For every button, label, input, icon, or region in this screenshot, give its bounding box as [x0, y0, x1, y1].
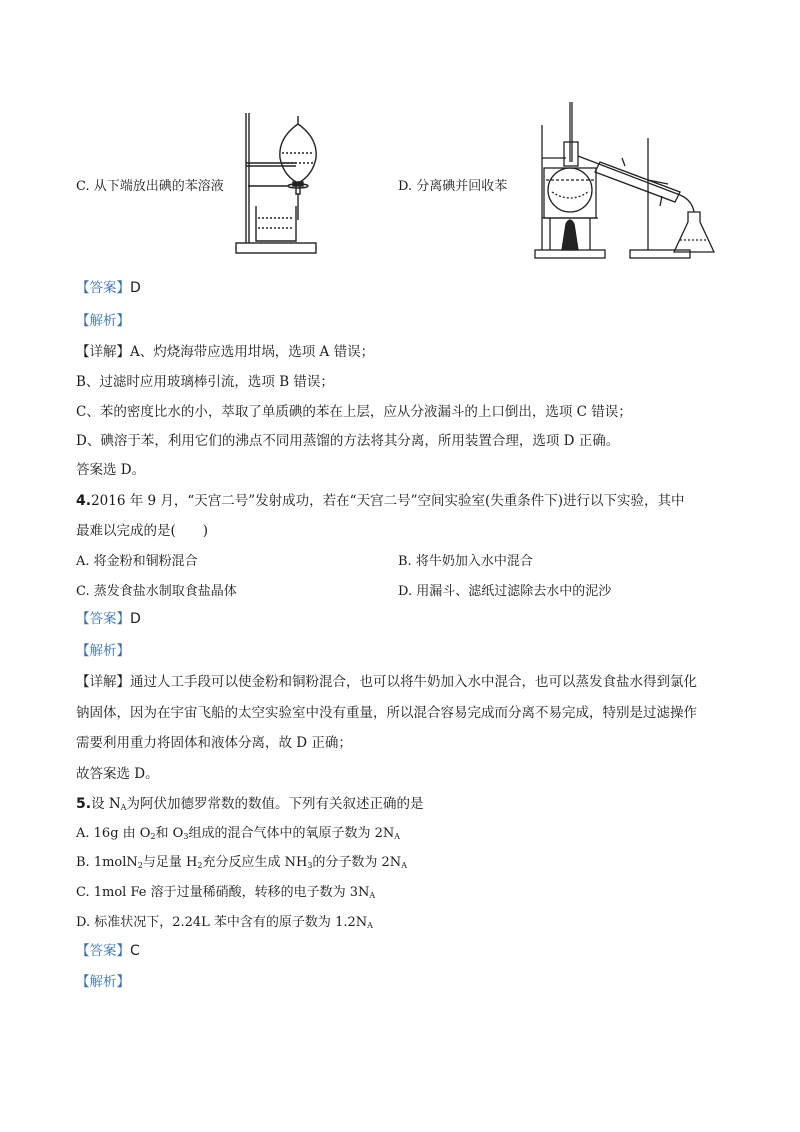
distillation-apparatus-figure — [530, 100, 730, 262]
q5-analysis-tag: 【解析】 — [76, 974, 130, 990]
q5-option-c: C. 1mol Fe 溶于过量稀硝酸，转移的电子数为 $3N_A$ — [76, 885, 376, 900]
q3-detail-line1 — [76, 340, 374, 360]
q4-option-c: C. 蒸发食盐水制取食盐晶体 — [76, 584, 237, 599]
question-number: 5. — [76, 796, 92, 812]
answer-value: D — [130, 280, 141, 296]
separatory-funnel-figure — [228, 108, 328, 258]
q3-detail-line3: C、苯的密度比水的小，萃取了单质碘的苯在上层，应从分液漏斗的上口倒出，选项 C 错误； — [76, 404, 632, 420]
answer-tag: 【答案】 — [76, 943, 130, 959]
q4-detail-line3: 需要利用重力将固体和液体分离，故 D 正确； — [76, 735, 352, 751]
answer-value: C — [130, 943, 140, 959]
q4-analysis-tag: 【解析】 — [76, 643, 130, 659]
q4-option-d: D. 用漏斗、滤纸过滤除去水中的泥沙 — [398, 584, 612, 599]
q4-stem-line1 — [76, 489, 685, 509]
q3-answer-line — [76, 276, 141, 296]
detail-text: 通过人工手段可以使金粉和铜粉混合，也可以将牛奶加入水中混合，也可以蒸发食盐水得到氯化 — [130, 674, 697, 690]
q5-option-a: A. 16g 由 $O_2$和 $O_3$组成的混合气体中的氧原子数为 $2N_A$ — [76, 826, 400, 841]
q4-detail-line1 — [76, 670, 697, 690]
answer-tag: 【答案】 — [76, 611, 130, 627]
q4-option-b: B. 将牛奶加入水中混合 — [398, 554, 533, 569]
detail-text: A、灼烧海带应选用坩埚，选项 A 错误； — [130, 344, 375, 360]
q4-detail-line2: 钠固体，因为在宇宙飞船的太空实验室中没有重量，所以混合容易完成而分离不易完成，特别是过滤操作 — [76, 705, 697, 721]
option-c-text: C. 从下端放出碘的苯溶液 — [76, 179, 224, 194]
q4-conclusion: 故答案选 D。 — [76, 766, 159, 782]
detail-tag: 【详解】 — [76, 674, 130, 690]
q3-analysis-tag: 【解析】 — [76, 313, 130, 329]
q4-option-a: A. 将金粉和铜粉混合 — [76, 554, 198, 569]
q5-option-b: B. 1molN$_2$与足量 $H_2$充分反应生成 $NH_3$的分子数为 $2N_A$ — [76, 855, 407, 870]
answer-tag: 【答案】 — [76, 280, 130, 296]
question-stem: 2016 年 9 月，“天宫二号”发射成功，若在“天宫二号”空间实验室(失重条件下)进行以下实验，其中 — [91, 493, 685, 509]
q4-stem-line2: 最难以完成的是( ) — [76, 523, 209, 539]
q3-detail-line4: D、碘溶于苯，利用它们的沸点不同用蒸馏的方法将其分离，所用装置合理，选项 D 正确。 — [76, 433, 620, 449]
q5-answer-line — [76, 939, 140, 959]
answer-value: D — [130, 611, 141, 627]
q3-detail-line2: B、过滤时应用玻璃棒引流，选项 B 错误； — [76, 374, 334, 390]
detail-tag: 【详解】 — [76, 344, 130, 360]
q4-answer-line — [76, 607, 141, 627]
q5-option-d: D. 标准状况下，2.24L 苯中含有的原子数为 $1.2N_A$ — [76, 915, 373, 930]
q5-stem: 5.设 $N_A$为阿伏加德罗常数的数值。下列有关叙述正确的是 — [76, 796, 424, 812]
option-d-text: D. 分离碘并回收苯 — [398, 179, 508, 194]
question-number: 4. — [76, 493, 92, 509]
q3-conclusion: 答案选 D。 — [76, 462, 146, 478]
